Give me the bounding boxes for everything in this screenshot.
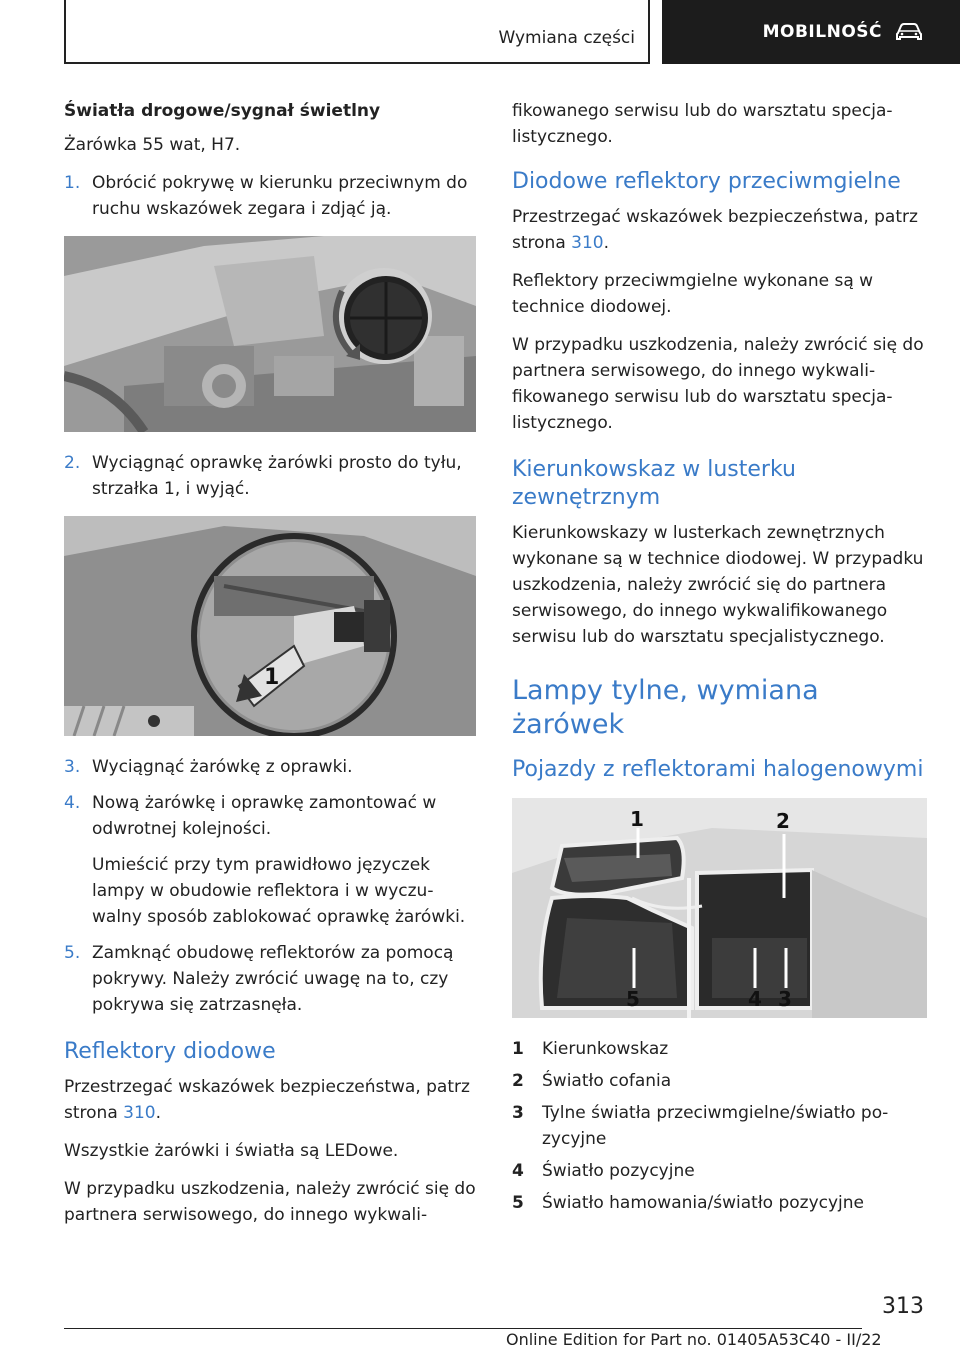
header-separator (648, 0, 650, 64)
step-1 (64, 170, 476, 222)
step-text: Obrócić pokrywę w kierunku przeciwnym do ruchu wskazówek zegara i zdjąć ją. (92, 173, 468, 219)
led-safety-note (64, 1074, 476, 1126)
callout-2: 2 (776, 809, 790, 833)
fog-page-link[interactable]: 310 (571, 233, 604, 253)
step-text: Zamknąć obudowę reflektorów za pomocą pokrywy. Należy zwrócić uwagę na to, czy pokrywa się zatrzasnęła. (92, 943, 454, 1015)
fog-safety-end: . (603, 233, 609, 253)
headlight-cover-photo (64, 236, 476, 432)
legend-item (512, 1158, 927, 1184)
header-section-title: Wymiana części (498, 28, 635, 48)
left-column (64, 98, 476, 1240)
step-text: Wyciągnąć żarówkę z oprawki. (92, 757, 353, 777)
legend-item (512, 1036, 927, 1062)
step-number: 2. (64, 453, 81, 473)
service-note-continued: fikowanego serwisu lub do warsztatu specjalistycznego. (512, 101, 893, 147)
fog-safety-note (512, 204, 927, 256)
fog-safety-text: Przestrzegać wskazówek bezpieczeństwa, patrz strona (512, 207, 918, 253)
legend-number: 1 (512, 1039, 524, 1059)
step-number: 5. (64, 943, 81, 963)
steps-list-c (64, 754, 476, 1018)
callout-4: 4 (748, 987, 762, 1011)
header-left-rule (64, 0, 66, 64)
step-number: 4. (64, 793, 81, 813)
step-text: Nową żarówkę i oprawkę zamontować w odwrotnej kolejności. (92, 793, 437, 839)
step-number: 1. (64, 173, 81, 193)
legend-text: Tylne światła przeciwmgielne/światło pozycyjne (542, 1103, 889, 1149)
mirror-indicator-heading: Kierunkowskaz w lusterku zewnętrznym (512, 457, 796, 510)
arrow-label-1: 1 (264, 665, 280, 690)
step-number: 3. (64, 757, 81, 777)
edition-info: Online Edition for Part no. 01405A53C40 - II/22 (506, 1330, 882, 1349)
page-number: 313 (882, 1294, 924, 1319)
header-bottom-rule (64, 62, 650, 64)
led-page-link[interactable]: 310 (123, 1103, 156, 1123)
steps-list-b (64, 450, 476, 502)
rear-lamp-legend (512, 1036, 927, 1216)
halogen-vehicles-heading: Pojazdy z reflektorami halogenowymi (512, 757, 924, 782)
led-safety-end: . (155, 1103, 161, 1123)
header-chapter-label: MOBILNOŚĆ (762, 22, 882, 42)
led-safety-text: Przestrzegać wskazówek bezpieczeństwa, patrz strona (64, 1077, 470, 1123)
step-body (92, 790, 476, 930)
step-2 (64, 450, 476, 502)
bulb-spec: Żarówka 55 wat, H7. (64, 135, 241, 155)
legend-number: 2 (512, 1071, 524, 1091)
led-all-bulbs: Wszystkie żarówki i światła są LEDowe. (64, 1141, 399, 1161)
legend-text: Światło pozycyjne (542, 1161, 695, 1181)
step-note: Umieścić przy tym prawidłowo języczek lampy w obudowie reflektora i w wyczuwalny sposób zablokować oprawkę żarówki. (92, 855, 466, 927)
legend-number: 4 (512, 1161, 524, 1181)
step-text: Wyciągnąć oprawkę żarówki prosto do tyłu, strzałka 1, i wyjąć. (92, 453, 462, 499)
led-headlights-heading: Reflektory diodowe (64, 1039, 276, 1064)
step-4 (64, 790, 476, 930)
legend-number: 3 (512, 1103, 524, 1123)
step-5 (64, 940, 476, 1018)
rear-lights-heading: Lampy tylne, wymiana żarówek (512, 675, 819, 740)
callout-3: 3 (778, 987, 792, 1011)
legend-item (512, 1190, 927, 1216)
footer-rule (64, 1328, 862, 1329)
mirror-indicator-text: Kierunkowskazy w lusterkach zewnętrznych wykonane są w technice diodowej. W przypadku uszkodzenia, należy zwrócić się do partnera serwisowego, do innego wykwalifikowanego serwisu lub do warsztatu specjalistycznego. (512, 523, 924, 647)
legend-text: Kierunkowskaz (542, 1039, 669, 1059)
callout-1: 1 (630, 807, 644, 831)
legend-text: Światło hamowania/światło pozycyjne (542, 1193, 864, 1213)
legend-text: Światło cofania (542, 1071, 672, 1091)
header-chapter-tab[interactable] (662, 0, 960, 64)
steps-list-a (64, 170, 476, 222)
legend-number: 5 (512, 1193, 524, 1213)
bulb-holder-photo (64, 516, 476, 736)
fog-service-note: W przypadku uszkodzenia, należy zwrócić się do partnera serwisowego, do innego wykwalifikowanego serwisu lub do warsztatu specjalistycznego. (512, 335, 924, 433)
led-service-note: W przypadku uszkodzenia, należy zwrócić się do partnera serwisowego, do innego wykwali- (64, 1179, 476, 1225)
step-3 (64, 754, 476, 780)
high-beam-heading: Światła drogowe/sygnał świetlny (64, 101, 381, 121)
right-column (512, 98, 927, 1222)
fog-lights-heading: Diodowe reflektory przeciwmgielne (512, 169, 901, 194)
fog-led-note: Reflektory przeciwmgielne wykonane są w technice diodowej. (512, 271, 874, 317)
callout-5: 5 (626, 987, 640, 1011)
rear-lamp-photo (512, 798, 927, 1018)
car-icon (894, 22, 924, 42)
legend-item (512, 1068, 927, 1094)
legend-item (512, 1100, 927, 1152)
